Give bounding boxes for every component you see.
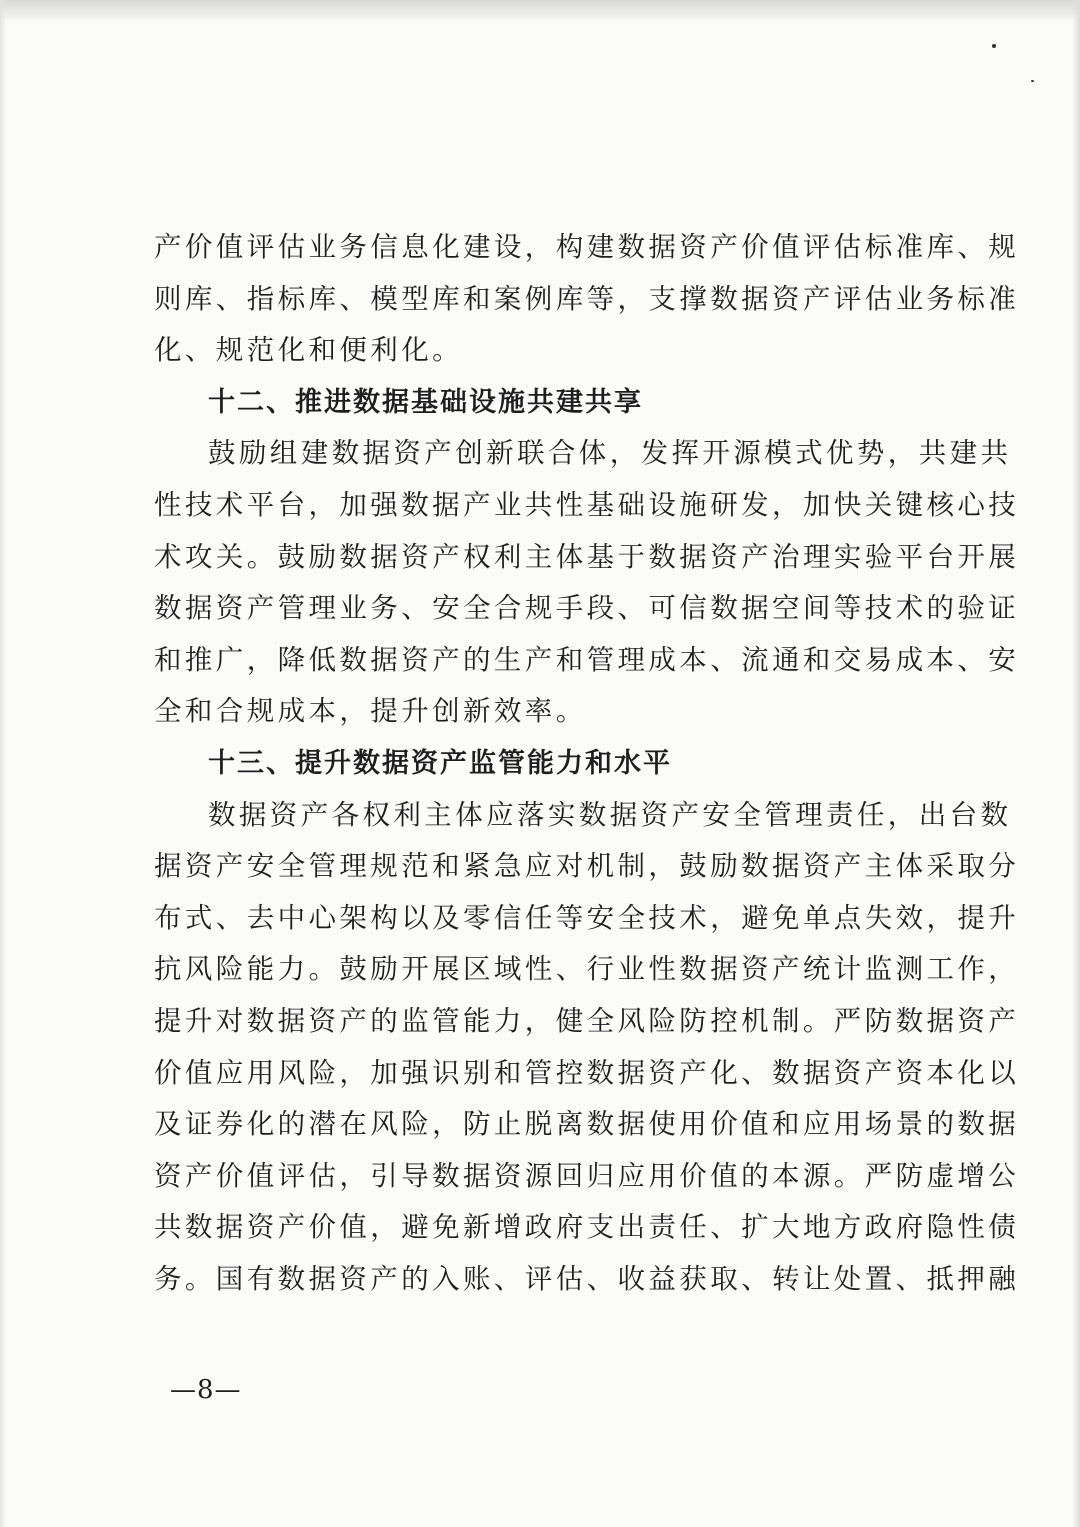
body-line: 则库、指标库、模型库和案例库等，支撑数据资产评估业务标准 [154, 282, 1020, 315]
body-line: 共数据资产价值，避免新增政府支出责任、扩大地方政府隐性债 [154, 1211, 1020, 1244]
scan-speck [992, 44, 996, 48]
scan-shadow-left [0, 0, 6, 1527]
body-line: 和推广，降低数据资产的生产和管理成本、流通和交易成本、安 [154, 643, 1020, 676]
scan-shadow-top [0, 0, 1080, 22]
body-line: 产价值评估业务信息化建设，构建数据资产价值评估标准库、规 [154, 231, 1020, 263]
body-line: 性技术平台，加强数据产业共性基础设施研发，加快关键核心技 [154, 488, 1020, 521]
body-line: 术攻关。鼓励数据资产权利主体基于数据资产治理实验平台开展 [154, 540, 1020, 573]
body-line: 鼓励组建数据资产创新联合体，发挥开源模式优势，共建共 [208, 437, 1012, 470]
body-line: 数据资产管理业务、安全合规手段、可信数据空间等技术的验证 [154, 592, 1020, 625]
body-line: 数据资产各权利主体应落实数据资产安全管理责任，出台数 [208, 798, 1012, 831]
page-number: —8— [170, 1375, 242, 1405]
section-heading-12: 十二、推进数据基础设施共建共享 [208, 386, 643, 418]
body-line: 布式、去中心架构以及零信任等安全技术，避免单点失效，提升 [154, 901, 1020, 934]
body-line: 据资产安全管理规范和紧急应对机制，鼓励数据资产主体采取分 [154, 850, 1020, 883]
body-line: 资产价值评估，引导数据资源回归应用价值的本源。严防虚增公 [154, 1159, 1020, 1192]
body-line: 化、规范化和便利化。 [154, 334, 463, 367]
scan-speck [1031, 80, 1034, 82]
document-body [154, 222, 1020, 1305]
body-line: 价值应用风险，加强识别和管控数据资产化、数据资产资本化以 [154, 1056, 1020, 1089]
body-line: 务。国有数据资产的入账、评估、收益获取、转让处置、抵押融 [154, 1262, 1020, 1295]
body-line: 及证券化的潜在风险，防止脱离数据使用价值和应用场景的数据 [154, 1108, 1020, 1141]
section-heading-13: 十三、提升数据资产监管能力和水平 [208, 747, 672, 779]
scan-shadow-right [1072, 0, 1080, 1527]
body-line: 提升对数据资产的监管能力，健全风险防控机制。严防数据资产 [154, 1004, 1020, 1037]
body-line: 全和合规成本，提升创新效率。 [154, 695, 587, 728]
body-line: 抗风险能力。鼓励开展区域性、行业性数据资产统计监测工作， [154, 953, 1020, 986]
